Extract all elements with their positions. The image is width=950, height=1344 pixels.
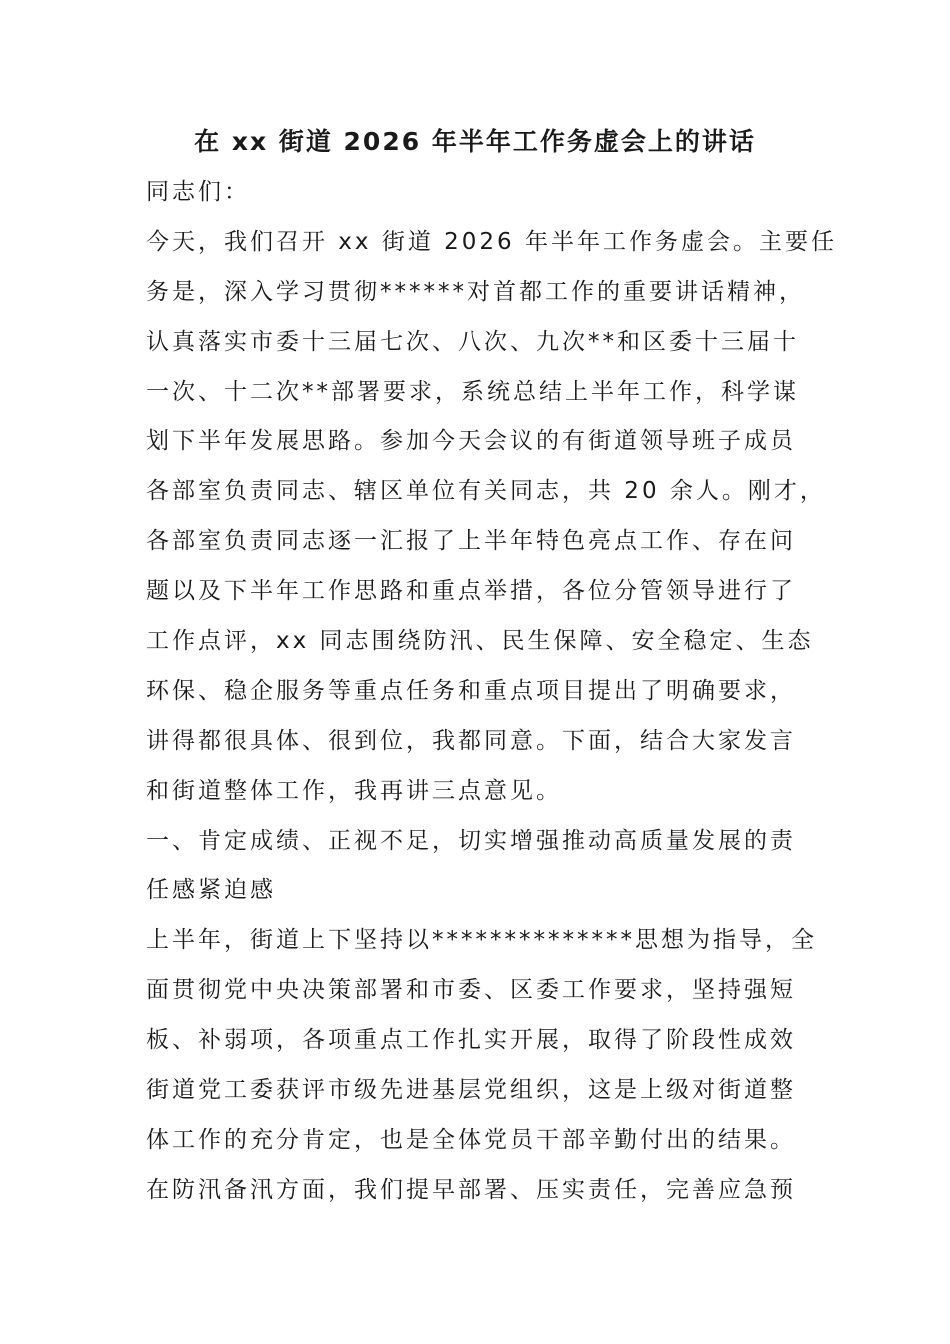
- paragraph-line: 各部室负责同志逐一汇报了上半年特色亮点工作、存在问: [146, 528, 796, 555]
- paragraph-line: 各部室负责同志、辖区单位有关同志，共 20 余人。刚才，: [146, 478, 826, 505]
- paragraph-line: 划下半年发展思路。参加今天会议的有街道领导班子成员: [146, 428, 796, 455]
- paragraph-line: 上半年，街道上下坚持以**************思想为指导，全: [146, 927, 817, 954]
- document-body: [146, 168, 846, 1216]
- paragraph-line: 和街道整体工作，我再讲三点意见。: [146, 777, 562, 804]
- section-heading-line: 任感紧迫感: [146, 877, 276, 904]
- paragraph-line: 讲得都很具体、很到位，我都同意。下面，结合大家发言: [146, 727, 796, 754]
- section-heading-line: 一、肯定成绩、正视不足，切实增强推动高质量发展的责: [146, 827, 796, 854]
- paragraph-line: 今天，我们召开 xx 街道 2026 年半年工作务虚会。主要任: [146, 228, 837, 255]
- paragraph-line: 工作点评，xx 同志围绕防汛、民生保障、安全稳定、生态: [146, 628, 814, 655]
- paragraph-line: 务是，深入学习贯彻******对首都工作的重要讲话精神，: [146, 278, 805, 305]
- paragraph-line: 板、补弱项，各项重点工作扎实开展，取得了阶段性成效: [146, 1027, 796, 1054]
- paragraph-line: 面贯彻党中央决策部署和市委、区委工作要求，坚持强短: [146, 977, 796, 1004]
- paragraph-line: 体工作的充分肯定，也是全体党员干部辛勤付出的结果。: [146, 1126, 796, 1153]
- greeting-line: 同志们：: [146, 179, 250, 205]
- paragraph-line: 题以及下半年工作思路和重点举措，各位分管领导进行了: [146, 578, 796, 605]
- paragraph-line: 街道党工委获评市级先进基层党组织，这是上级对街道整: [146, 1077, 796, 1104]
- document-title: 在 xx 街道 2026 年半年工作务虚会上的讲话: [194, 127, 756, 156]
- paragraph-line: 在防汛备汛方面，我们提早部署、压实责任，完善应急预: [146, 1176, 796, 1203]
- paragraph-line: 一次、十二次**部署要求，系统总结上半年工作，科学谋: [146, 378, 799, 405]
- paragraph-line: 环保、稳企服务等重点任务和重点项目提出了明确要求，: [146, 677, 796, 704]
- paragraph-line: 认真落实市委十三届七次、八次、九次**和区委十三届十: [146, 328, 799, 355]
